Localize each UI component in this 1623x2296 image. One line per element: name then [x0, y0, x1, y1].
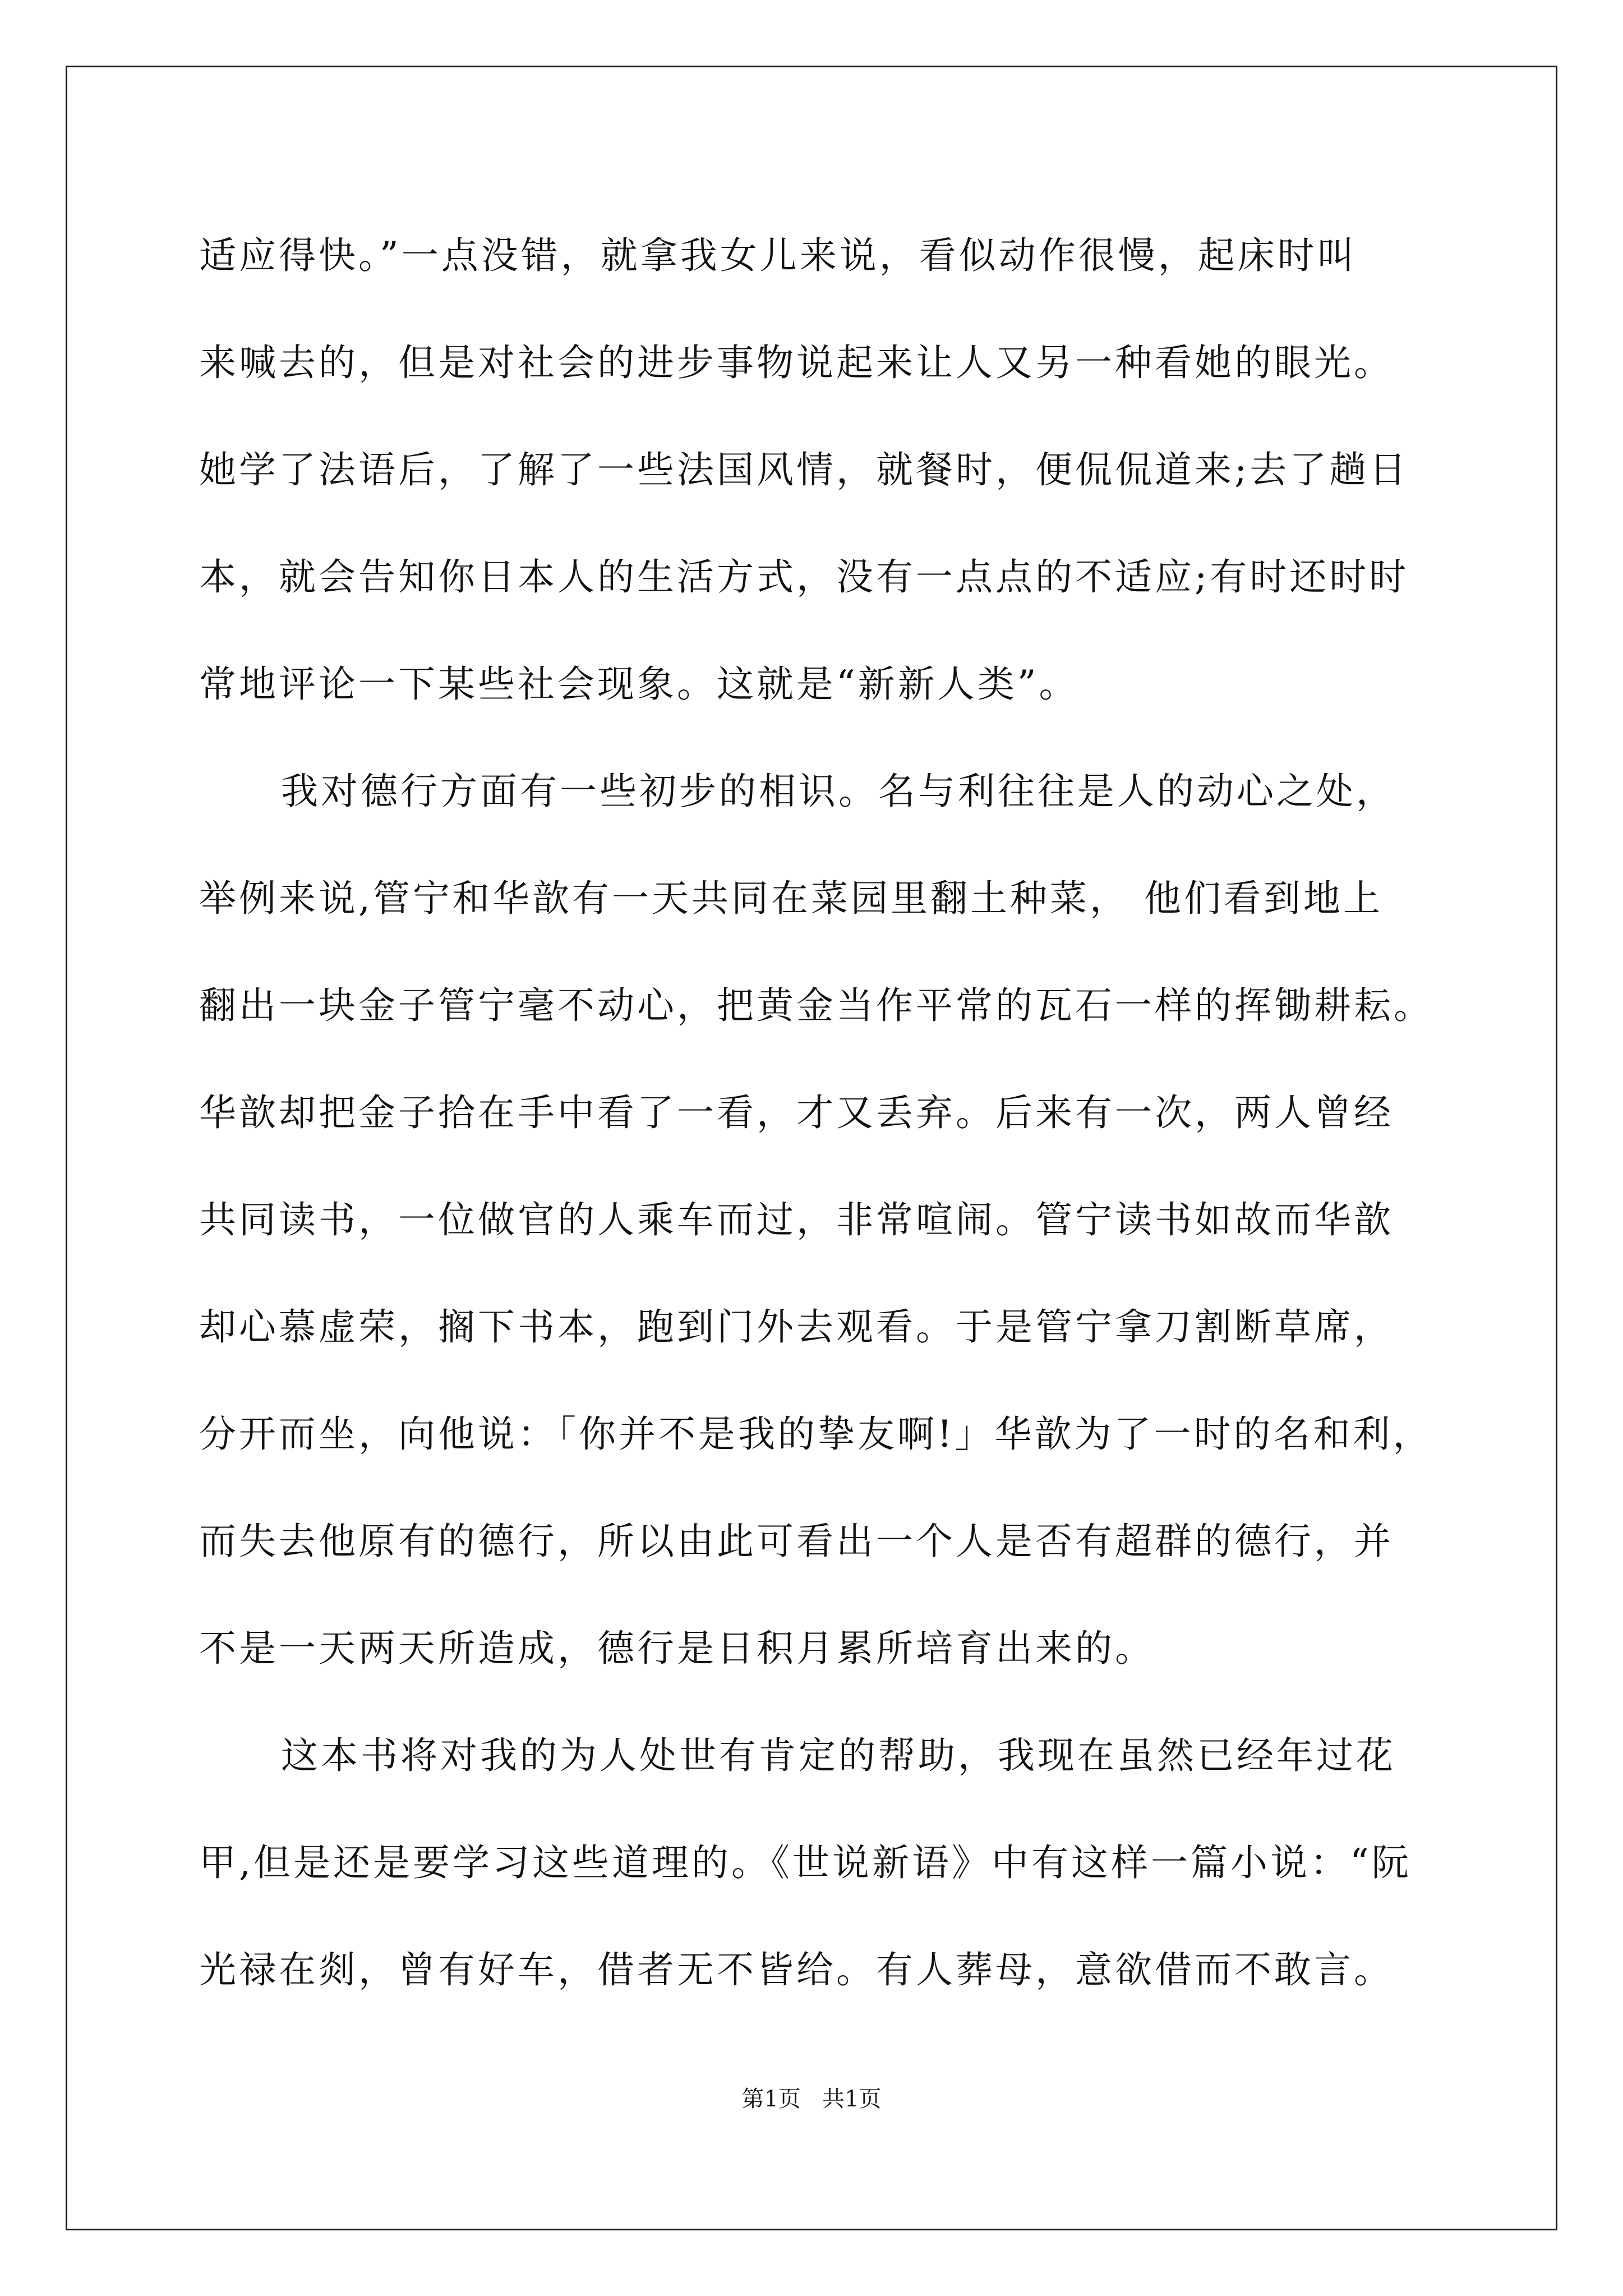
text-line: 华歆却把金子拾在手中看了一看，才又丢弃。后来有一次，两人曾经	[199, 1091, 1394, 1134]
page-number-footer: 第1页 共1页	[741, 2086, 882, 2112]
text-line: 常地评论一下某些社会现象。这就是“新新人类”。	[199, 662, 1079, 706]
text-line: 而失去他原有的德行，所以由此可看出一个人是否有超群的德行，并	[199, 1520, 1394, 1563]
text-line: 来喊去的，但是对社会的进步事物说起来让人又另一种看她的眼光。	[199, 341, 1394, 384]
text-line: 甲,但是还是要学习这些道理的。《世说新语》中有这样一篇小说：“阮	[199, 1841, 1412, 1884]
text-line: 共同读书，一位做官的人乘车而过，非常喧闹。管宁读书如故而华歆	[199, 1198, 1394, 1241]
paragraph-first-line: 这本书将对我的为人处世有肯定的帮助，我现在虽然已经年过花	[281, 1734, 1396, 1777]
text-line: 却心慕虚荣，搁下书本，跑到门外去观看。于是管宁拿刀割断草席，	[199, 1305, 1394, 1349]
text-line: 适应得快。”一点没错，就拿我女儿来说，看似动作很慢，起床时叫	[199, 234, 1357, 277]
text-line: 本，就会告知你日本人的生活方式，没有一点点的不适应;有时还时时	[199, 555, 1409, 599]
paragraph-first-line: 我对德行方面有一些初步的相识。名与利往往是人的动心之处，	[281, 770, 1396, 813]
document-body	[199, 202, 1431, 2023]
text-line: 举例来说,管宁和华歆有一天共同在菜园里翻土种菜， 他们看到地上	[199, 877, 1383, 920]
text-line: 光禄在剡，曾有好车，借者无不皆给。有人葬母，意欲借而不敢言。	[199, 1948, 1394, 1991]
text-line: 翻出一块金子管宁毫不动心，把黄金当作平常的瓦石一样的挥锄耕耘。	[199, 984, 1433, 1027]
text-line: 不是一天两天所造成，德行是日积月累所培育出来的。	[199, 1627, 1155, 1670]
text-line: 分开而坐，向他说：「你并不是我的挚友啊!」华歆为了一时的名和利，	[199, 1412, 1433, 1456]
text-line: 她学了法语后，了解了一些法国风情，就餐时，便侃侃道来;去了趟日	[199, 448, 1409, 491]
